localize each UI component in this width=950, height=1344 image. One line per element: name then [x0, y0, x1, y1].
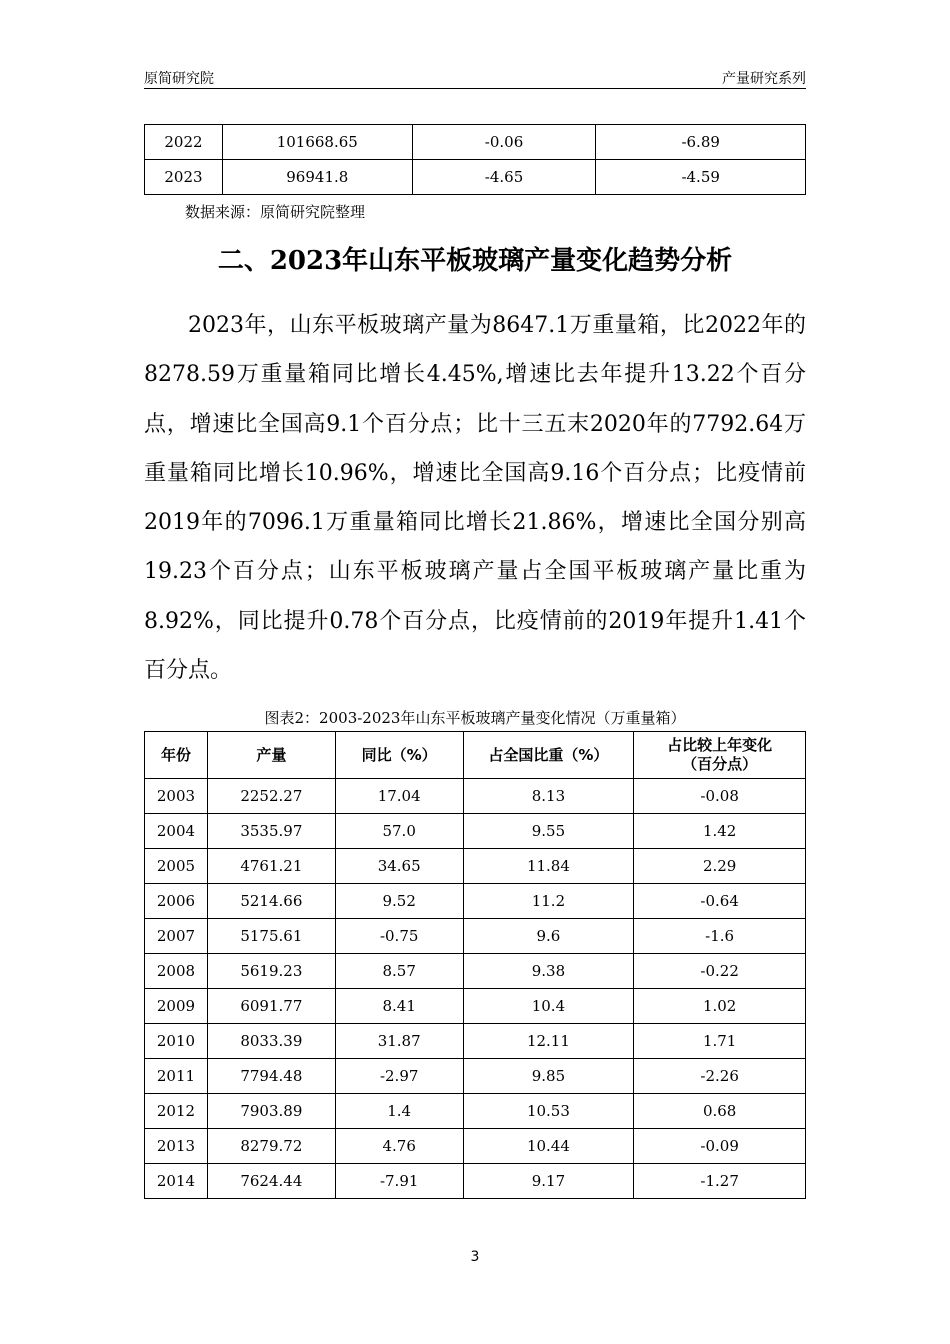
year-cell: 2023: [145, 160, 223, 195]
yoy-cell: 1.4: [335, 1094, 463, 1129]
national-share-cell: 9.85: [463, 1059, 634, 1094]
output-cell: 101668.65: [222, 125, 412, 160]
national-share-cell: 11.2: [463, 884, 634, 919]
header-share-change: [634, 732, 806, 779]
header-org-name: 原简研究院: [144, 71, 214, 87]
table-caption: 图表2：2003-2023年山东平板玻璃产量变化情况（万重量箱）: [264, 709, 686, 727]
yoy-cell: 17.04: [335, 779, 463, 814]
year-cell: 2005: [145, 849, 208, 884]
yoy-cell: -2.97: [335, 1059, 463, 1094]
share-change-cell: -0.09: [634, 1129, 806, 1164]
year-cell: 2004: [145, 814, 208, 849]
national-share-cell: 11.84: [463, 849, 634, 884]
production-table: [144, 731, 806, 1199]
share-change-cell: 2.29: [634, 849, 806, 884]
yoy-cell: 34.65: [335, 849, 463, 884]
table-row: [145, 884, 806, 919]
share-change-cell: 1.71: [634, 1024, 806, 1059]
table-row: [145, 1129, 806, 1164]
yoy-cell: -4.65: [412, 160, 596, 195]
national-share-cell: 9.55: [463, 814, 634, 849]
year-cell: 2010: [145, 1024, 208, 1059]
share-change-cell: -1.27: [634, 1164, 806, 1199]
national-share-cell: 10.53: [463, 1094, 634, 1129]
share-change-cell: -0.64: [634, 884, 806, 919]
header-series-name: 产量研究系列: [722, 71, 806, 87]
section-title: 二、2023年山东平板玻璃产量变化趋势分析: [217, 246, 733, 276]
output-cell: 7794.48: [207, 1059, 335, 1094]
share-change-cell: -1.6: [634, 919, 806, 954]
header-share-change-line1: 占比较上年变化: [667, 736, 773, 754]
table-row: [145, 1164, 806, 1199]
continued-data-table: [144, 124, 806, 195]
yoy-cell: -0.06: [412, 125, 596, 160]
national-share-cell: 10.4: [463, 989, 634, 1024]
output-cell: 6091.77: [207, 989, 335, 1024]
year-cell: 2022: [145, 125, 223, 160]
data-source-note: 数据来源：原简研究院整理: [185, 203, 366, 221]
share-change-cell: -6.89: [596, 125, 806, 160]
national-share-cell: 9.6: [463, 919, 634, 954]
output-cell: 7624.44: [207, 1164, 335, 1199]
year-cell: 2012: [145, 1094, 208, 1129]
year-cell: 2003: [145, 779, 208, 814]
output-cell: 3535.97: [207, 814, 335, 849]
output-cell: 5214.66: [207, 884, 335, 919]
national-share-cell: 12.11: [463, 1024, 634, 1059]
year-cell: 2013: [145, 1129, 208, 1164]
page-number: 3: [470, 1249, 480, 1265]
continued-table-row: [145, 125, 806, 160]
output-cell: 5175.61: [207, 919, 335, 954]
year-cell: 2011: [145, 1059, 208, 1094]
output-cell: 4761.21: [207, 849, 335, 884]
year-cell: 2008: [145, 954, 208, 989]
national-share-cell: 10.44: [463, 1129, 634, 1164]
table-row: [145, 989, 806, 1024]
table-header-row: [145, 732, 806, 779]
table-row: [145, 1094, 806, 1129]
yoy-cell: 57.0: [335, 814, 463, 849]
share-change-cell: 1.02: [634, 989, 806, 1024]
header-share-change-line2: （百分点）: [682, 755, 758, 773]
national-share-cell: 8.13: [463, 779, 634, 814]
output-cell: 7903.89: [207, 1094, 335, 1129]
yoy-cell: 31.87: [335, 1024, 463, 1059]
table-row: [145, 779, 806, 814]
national-share-cell: 9.38: [463, 954, 634, 989]
national-share-cell: 9.17: [463, 1164, 634, 1199]
table-row: [145, 1059, 806, 1094]
yoy-cell: -7.91: [335, 1164, 463, 1199]
table-row: [145, 919, 806, 954]
year-cell: 2007: [145, 919, 208, 954]
share-change-cell: -4.59: [596, 160, 806, 195]
table-row: [145, 954, 806, 989]
yoy-cell: 8.57: [335, 954, 463, 989]
yoy-cell: 4.76: [335, 1129, 463, 1164]
year-cell: 2009: [145, 989, 208, 1024]
yoy-cell: -0.75: [335, 919, 463, 954]
share-change-cell: -0.22: [634, 954, 806, 989]
yoy-cell: 8.41: [335, 989, 463, 1024]
table-row: [145, 849, 806, 884]
header-output: 产量: [207, 732, 335, 779]
year-cell: 2014: [145, 1164, 208, 1199]
header-national-share: 占全国比重（%）: [463, 732, 634, 779]
yoy-cell: 9.52: [335, 884, 463, 919]
output-cell: 8279.72: [207, 1129, 335, 1164]
output-cell: 8033.39: [207, 1024, 335, 1059]
page-header: [144, 66, 806, 89]
table-row: [145, 1024, 806, 1059]
table-row: [145, 814, 806, 849]
output-cell: 2252.27: [207, 779, 335, 814]
share-change-cell: 1.42: [634, 814, 806, 849]
output-cell: 96941.8: [222, 160, 412, 195]
continued-table-row: [145, 160, 806, 195]
share-change-cell: -2.26: [634, 1059, 806, 1094]
analysis-paragraph: 2023年，山东平板玻璃产量为8647.1万重量箱，比2022年的8278.59万重量箱同比增长4.45%,增速比去年提升13.22个百分点，增速比全国高9.1个百分点；比十三五末2020年的7792.64万重量箱同比增长10.96%，增速比全国高9.16个百分点；比疫情前2019年的7096.1万重量箱同比增长21.86%，增速比全国分别高19.23个百分点；山东平板玻璃产量占全国平板玻璃产量比重为8.92%，同比提升0.78个百分点，比疫情前的2019年提升1.41个百分点。: [144, 313, 806, 684]
share-change-cell: -0.08: [634, 779, 806, 814]
year-cell: 2006: [145, 884, 208, 919]
header-yoy: 同比（%）: [335, 732, 463, 779]
header-year: 年份: [145, 732, 208, 779]
share-change-cell: 0.68: [634, 1094, 806, 1129]
output-cell: 5619.23: [207, 954, 335, 989]
